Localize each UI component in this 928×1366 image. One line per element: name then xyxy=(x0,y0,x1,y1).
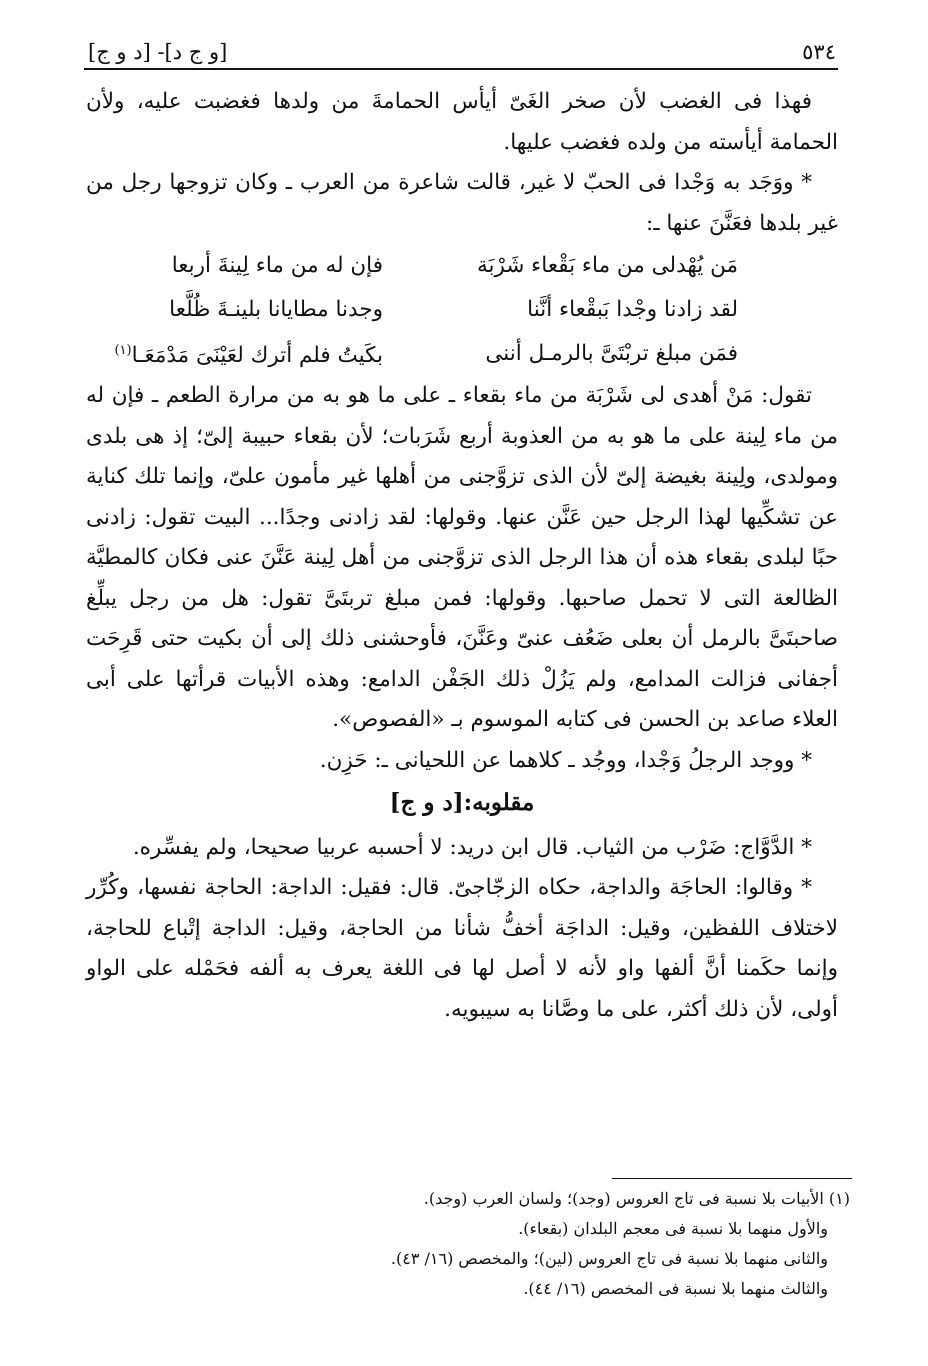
running-head xyxy=(88,30,836,64)
verse-line xyxy=(86,244,838,288)
footnote-line: والأول منهما بلا نسبة فى معجم البلدان (بقعاء). xyxy=(518,1219,828,1238)
footnote-line: (١) الأبيات بلا نسبة فى تاج العروس (وجد)؛ ولسان العرب (وجد). xyxy=(423,1189,850,1208)
paragraph-2: * ووَجَد به وَجْدا فى الحبّ لا غير، قالت شاعرة من العرب ـ وكان تزوجها رجل من غير بلدها فعَنَّنَ عنها ـ: xyxy=(86,170,838,236)
poem-verses xyxy=(86,244,838,376)
verse-line xyxy=(86,332,838,376)
footnote-line: والثانى منهما بلا نسبة فى تاج العروس (لين)؛ والمخصص (١٦/ ٤٣). xyxy=(390,1249,828,1268)
footnote-line: والثالث منهما بلا نسبة فى المخصص (١٦/ ٤٤). xyxy=(523,1279,828,1298)
paragraph-1: فهذا فى الغضب لأن صخر الغَىّ أيأس الحمامةَ من ولدها فغضبت عليه، ولأن الحمامة أيأسته من ولده فغضب عليها. xyxy=(86,89,838,155)
verse-second-hemistich: فإن له من ماء لِينةَ أربعا xyxy=(171,252,383,278)
page-number: ٥٣٤ xyxy=(802,40,836,64)
verse-line xyxy=(86,288,838,332)
main-text xyxy=(86,82,838,1030)
verse-first-hemistich: مَن يُهْدلى من ماء بَقْعاء شَرْبَة xyxy=(476,252,738,278)
paragraph-5: * الدَّوَّاج: ضَرْب من الثياب. قال ابن دريد: لا أحسبه عربيا صحيحا، ولم يفسِّره. xyxy=(132,834,812,860)
verse-second-hemistich: بكَيتُ فلم أترك لعَيْنَىَ مَدْمَعَـا$^{(١)}$ xyxy=(114,343,383,369)
section-heading: مقلوبه:[د و ج] xyxy=(389,789,535,816)
footnotes xyxy=(86,1184,850,1304)
verse-first-hemistich: لقد زادنا وجْدا بَبقْعاء أنَّنا xyxy=(527,296,738,322)
paragraph-6: * وقالوا: الحاجَة والداجة، حكاه الزجّاجىّ. قال: فقيل: الداجة: الحاجة نفسها، وكُرِّر لاختلاف اللفظين، وقيل: الداجَة أخفُّ شأنا من الحاجة، وقيل: الداجة إتْباع للحاجة، وإنما حكَمنا أنَّ ألفها واو لأنه لا أصل لها فى اللغة يعرف به ألفه فحَمْله على الواو أولى، لأن ذلك أكثر، على ما وصَّانا به سيبويه. xyxy=(86,875,838,1022)
verse-second-hemistich: وجدنا مطايانا بلينـةَ ظُلَّعا xyxy=(169,296,383,322)
paragraph-3: تقول: مَنْ أهدى لى شَرْبَة من ماء بقعاء ـ على ما هو به من مرارة الطعم ـ فإن له من ماء لِينة على ما هو به من العذوبة أربع شَرَبات؛ لأن بقعاء حبيبة إلىّ؛ إذ هى بلدى ومولدى، ولِينة بغيضة إلىّ لأن الذى تزوَّجنى من أهلها غير مأمون علىّ، وإنما تلك كناية عن تشكِّيها لهذا الرجل حين عَنَّن عنها. وقولها: لقد زادنى وجدًا... البيت تقول: زادنى حبًا لبلدى بقعاء هذه أن هذا الرجل الذى تزوَّجنى من أهل لِينة عَنَّنَ عنى فكان كالمطيَّة الظالعة التى لا تحمل صاحبها. وقولها: فمن مبلغ تربتَىَّ تقول: هل من رجل يبلِّغ صاحبتَىَّ بالرمل أن بعلى ضَعُف عنىّ وعَنَّنَ، فأوحشنى ذلك إلى أن بكيت حتى قَرِحَت أجفانى فزالت المدامع، ولم يَزُلْ ذلك الجَفْن الدامع: وهذه الأبيات قرأتها على أبى العلاء صاعد بن الحسن فى كتابه الموسوم بـ «الفصوص». xyxy=(86,383,838,732)
header-rule xyxy=(84,68,838,70)
footnote-rule xyxy=(612,1178,852,1179)
verse-first-hemistich: فمَن مبلغ تربْتَىَّ بالرمـل أننى xyxy=(485,340,738,366)
paragraph-4: * ووجد الرجلُ وَجْدا، ووجُد ـ كلاهما عن اللحيانى ـ: حَزِن. xyxy=(319,747,812,773)
section-root-label: [و ج د]- [د و ج] xyxy=(88,40,228,64)
footnote-marker[interactable]: (١) xyxy=(114,343,132,359)
